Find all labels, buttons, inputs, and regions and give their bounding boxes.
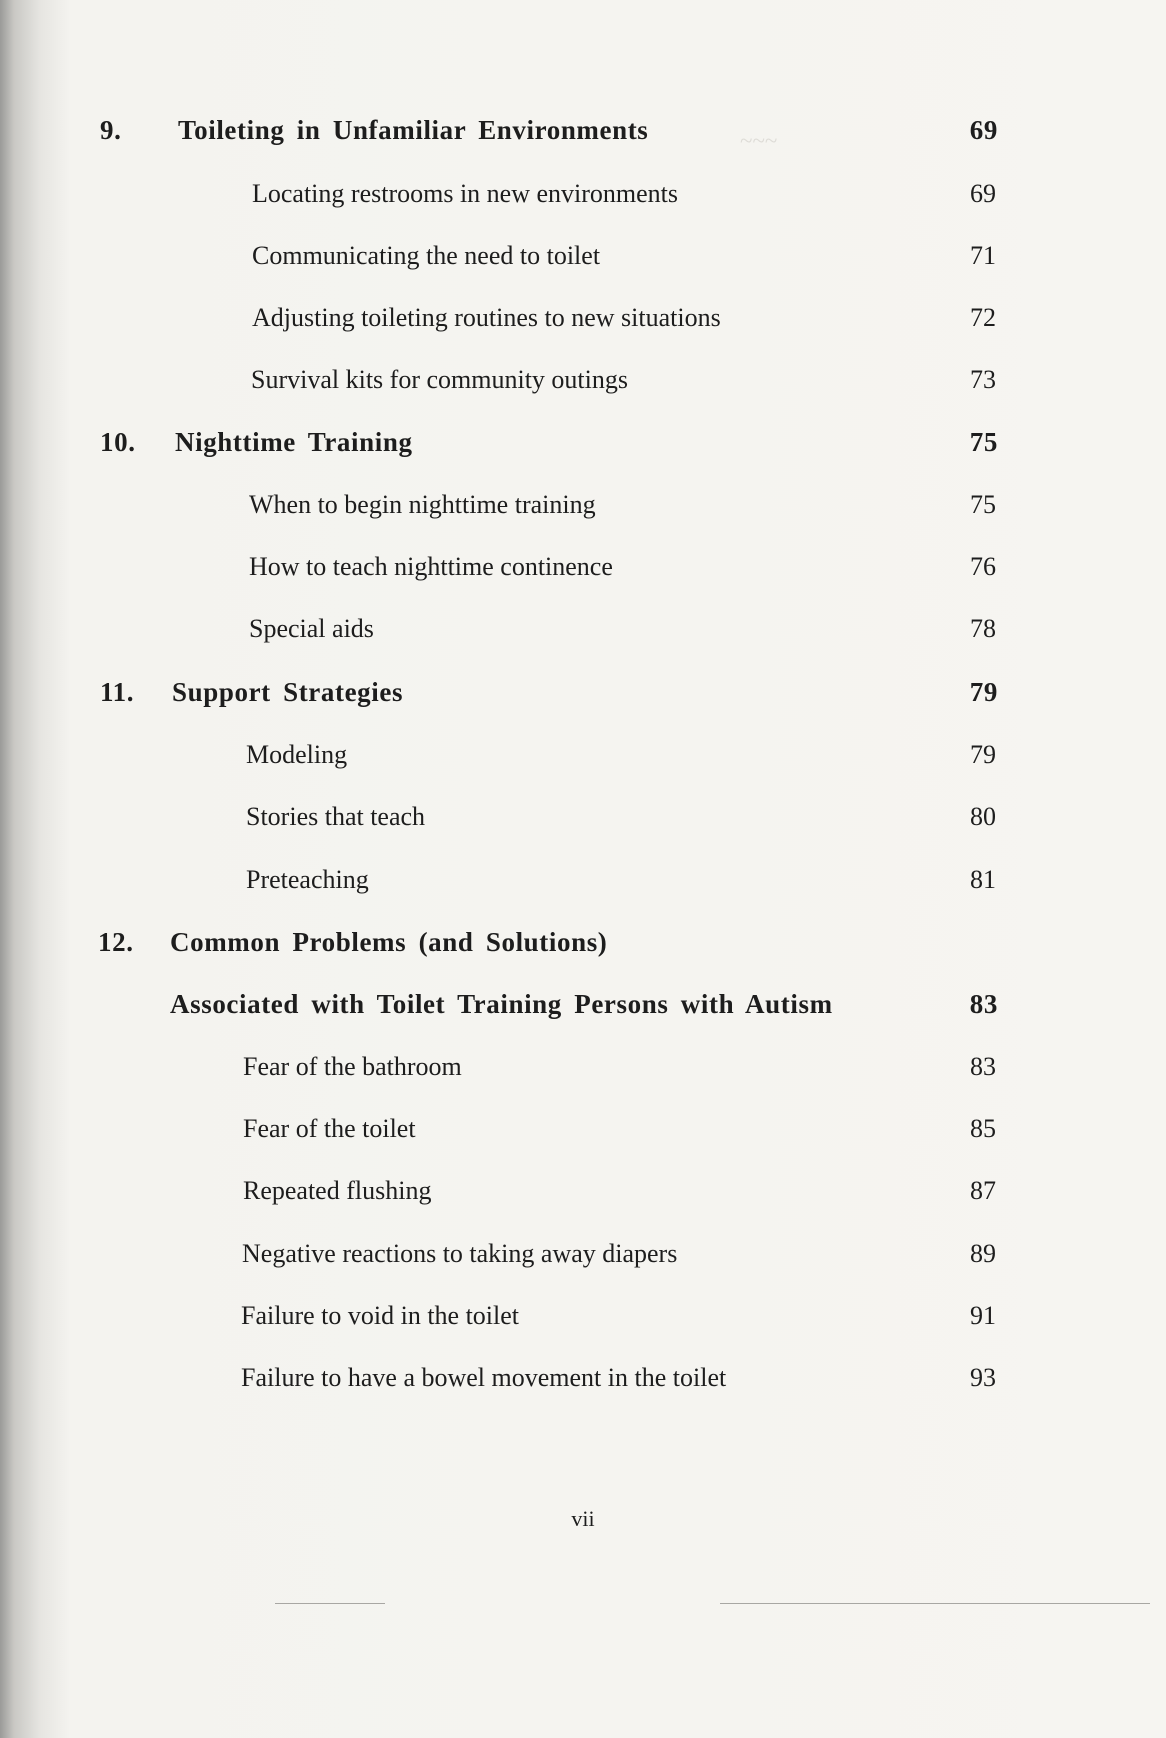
scan-line — [275, 1603, 385, 1604]
entry-title: Negative reactions to taking away diapers — [242, 1239, 678, 1268]
entry-page: 72 — [970, 303, 996, 332]
toc-entry — [251, 360, 996, 400]
chapter-title: Toileting in Unfamiliar Environments — [178, 115, 649, 145]
chapter-heading — [100, 422, 998, 462]
entry-title: Fear of the bathroom — [243, 1052, 462, 1081]
toc-entry — [243, 1109, 996, 1149]
chapter-title-line2: Associated with Toilet Training Persons with Autism — [170, 989, 833, 1019]
entry-title: Failure to void in the toilet — [241, 1301, 520, 1330]
entry-title: Stories that teach — [246, 802, 426, 831]
entry-title: Failure to have a bowel movement in the toilet — [241, 1363, 727, 1392]
chapter-page: 83 — [969, 989, 998, 1019]
toc-entry — [249, 609, 996, 649]
toc-entry — [246, 797, 996, 837]
chapter-number: 11. — [100, 677, 135, 707]
entry-page: 83 — [970, 1052, 996, 1081]
entry-title: Locating restrooms in new environments — [252, 179, 679, 208]
toc-entry — [241, 1296, 996, 1336]
toc-entry — [246, 735, 996, 775]
toc-entry — [243, 1047, 996, 1087]
toc-entry — [252, 298, 996, 338]
entry-page: 69 — [970, 179, 996, 208]
entry-title: How to teach nighttime continence — [249, 552, 613, 581]
entry-title: Adjusting toileting routines to new situations — [252, 303, 721, 332]
chapter-number: 10. — [100, 427, 136, 457]
toc-entry — [241, 1358, 996, 1398]
show-through-text: ~~~ — [740, 128, 778, 153]
toc-entry — [246, 860, 996, 900]
toc-entry — [252, 174, 996, 214]
chapter-page: 79 — [969, 677, 998, 707]
entry-page: 80 — [970, 802, 996, 831]
entry-title: Modeling — [246, 740, 348, 769]
chapter-title: Nighttime Training — [175, 427, 413, 457]
toc-entry — [249, 547, 996, 587]
entry-page: 79 — [970, 740, 996, 769]
chapter-heading — [98, 922, 998, 962]
entry-page: 73 — [970, 365, 996, 394]
toc-entry — [243, 1171, 996, 1211]
chapter-page: 69 — [969, 115, 998, 145]
toc-entry — [242, 1234, 996, 1274]
entry-page: 91 — [970, 1301, 996, 1330]
toc-entry — [249, 485, 996, 525]
chapter-page: 75 — [969, 427, 998, 457]
page-number-footer: vii — [571, 1506, 595, 1531]
entry-page: 81 — [970, 865, 996, 894]
chapter-title: Support Strategies — [172, 677, 404, 707]
entry-page: 78 — [970, 614, 996, 643]
entry-title: Special aids — [249, 614, 374, 643]
entry-page: 76 — [970, 552, 996, 581]
entry-title: Survival kits for community outings — [251, 365, 628, 394]
entry-title: Communicating the need to toilet — [252, 241, 601, 270]
entry-page: 71 — [970, 241, 996, 270]
scan-line — [720, 1603, 1150, 1604]
entry-page: 89 — [970, 1239, 996, 1268]
entry-page: 85 — [970, 1114, 996, 1143]
toc-entry — [252, 236, 996, 276]
entry-title: When to begin nighttime training — [249, 490, 596, 519]
chapter-title: Common Problems (and Solutions) — [170, 927, 608, 957]
entry-title: Fear of the toilet — [243, 1114, 416, 1143]
entry-page: 87 — [970, 1176, 996, 1205]
entry-title: Repeated flushing — [243, 1176, 432, 1205]
chapter-number: 9. — [100, 115, 122, 145]
entry-page: 75 — [970, 490, 996, 519]
chapter-heading-continued — [170, 984, 998, 1024]
chapter-number: 12. — [98, 927, 134, 957]
entry-page: 93 — [970, 1363, 996, 1392]
chapter-heading — [100, 110, 998, 150]
entry-title: Preteaching — [246, 865, 369, 894]
chapter-heading — [100, 672, 998, 712]
